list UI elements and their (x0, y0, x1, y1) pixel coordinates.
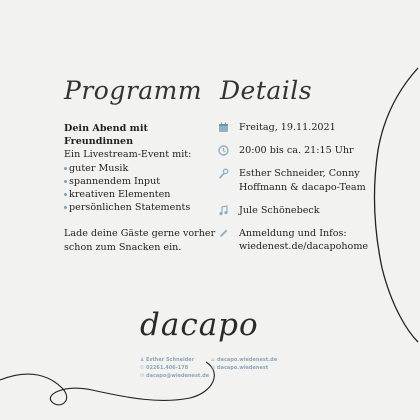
mail-icon: ✉ (140, 373, 145, 379)
contact-social: ◎ dacapo.wiedenest (211, 365, 269, 371)
detail-registration-text: Anmeldung und Infos: wiedenest.de/dacapohome (239, 228, 369, 253)
wrench-icon (218, 168, 229, 179)
bullet-icon (64, 180, 67, 183)
detail-music-text: Jule Schönebeck (239, 204, 320, 216)
event-title: Dein Abend mit Freundinnen (64, 123, 148, 148)
list-item-label: guter Musik (69, 162, 129, 174)
contact-person: ♟ Esther Schneider (140, 357, 195, 363)
contact-left (140, 356, 209, 380)
music-note-icon (218, 205, 229, 216)
detail-time (218, 144, 398, 157)
list-item (64, 201, 216, 214)
phone-icon: ✆ (140, 365, 145, 371)
contact-right (211, 356, 277, 372)
social-icon: ◎ (211, 365, 216, 371)
bullet-icon (64, 193, 67, 196)
calendar-icon (218, 122, 229, 133)
list-item-label: kreativen Elementen (69, 189, 171, 201)
contact-phone: ✆ 02261.406-178 (140, 365, 189, 371)
detail-speakers-text: Esther Schneider, Conny Hoffmann & dacapo-Team (239, 168, 366, 193)
detail-date-text: Freitag, 19.11.2021 (239, 122, 336, 133)
pencil-icon (218, 228, 229, 239)
detail-date (218, 121, 398, 134)
person-icon: ♟ (140, 357, 145, 363)
list-item (64, 188, 216, 201)
list-item (64, 175, 216, 188)
programm-heading: Programm (64, 76, 203, 105)
event-intro: Ein Livestream-Event mit: (64, 149, 192, 161)
program-list (64, 162, 216, 215)
details-column (218, 121, 398, 263)
bullet-icon (64, 206, 67, 209)
detail-registration (218, 227, 398, 253)
contact-website: ⌂ dacapo.wiedenest.de (211, 357, 278, 363)
snack-note: Lade deine Gäste gerne vorher schon zum Snacken ein. (64, 228, 216, 253)
detail-music (218, 204, 398, 217)
bullet-icon (64, 167, 67, 170)
programm-column (64, 122, 216, 254)
home-icon: ⌂ (211, 357, 215, 363)
list-item (64, 162, 216, 175)
dacapo-logo: dacapo (140, 307, 259, 343)
detail-speakers (218, 167, 398, 193)
list-item-label: spannendem Input (69, 175, 161, 187)
detail-time-text: 20:00 bis ca. 21:15 Uhr (239, 145, 354, 157)
clock-icon (218, 145, 229, 156)
contact-email: ✉ dacapo@wiedenest.de (140, 373, 210, 379)
details-heading: Details (220, 76, 313, 105)
list-item-label: persönlichen Statements (69, 202, 191, 214)
